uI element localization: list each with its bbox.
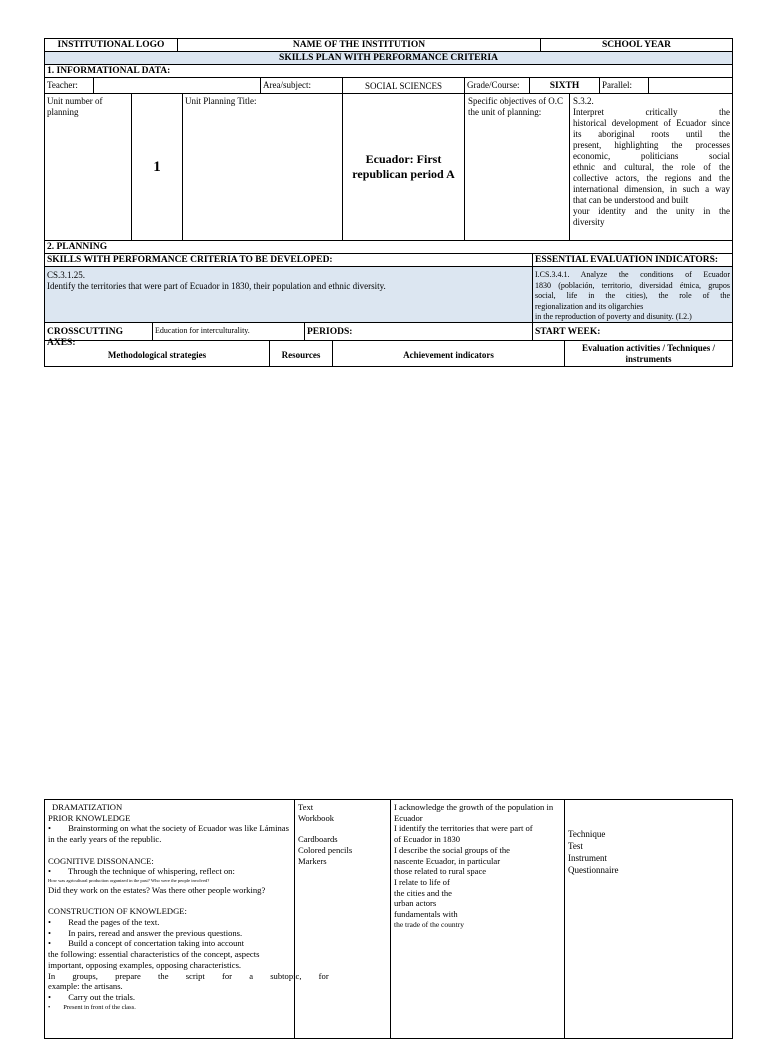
teacher-label: Teacher: bbox=[47, 80, 78, 90]
eval-indicator-line: regionalization and its oligarchies bbox=[535, 301, 644, 311]
objectives-value-cell bbox=[569, 93, 733, 241]
method-line: CONSTRUCTION OF KNOWLEDGE: bbox=[48, 906, 187, 917]
start-week-cell bbox=[532, 322, 733, 341]
resource-item: Cardboards bbox=[298, 834, 338, 845]
institutional-logo-label: INSTITUTIONAL LOGO bbox=[57, 40, 165, 50]
method-line: • Through the technique of whispering, reflect on: bbox=[48, 866, 235, 877]
objective-line: ethnic and cultural, the role of the bbox=[573, 162, 730, 172]
achievement-line: Ecuador bbox=[394, 812, 423, 823]
objective-line: collective actors, the regions and the bbox=[573, 173, 730, 183]
parallel-value-cell bbox=[648, 77, 733, 94]
resource-item: Workbook bbox=[298, 812, 335, 823]
periods-cell bbox=[304, 322, 533, 341]
achievement-line: I relate to life of bbox=[394, 876, 450, 887]
objective-line: economic, politicians social bbox=[573, 151, 730, 161]
achievement-header: Achievement indicators bbox=[403, 350, 494, 360]
parallel-label-cell bbox=[599, 77, 649, 94]
grade-value-cell bbox=[529, 77, 600, 94]
unit-title-label-cell bbox=[182, 93, 343, 241]
crosscutting-value-cell bbox=[152, 322, 305, 341]
achievement-line: I acknowledge the growth of the population in bbox=[394, 802, 554, 812]
crosscutting-label: CROSSCUTTING AXES: bbox=[47, 327, 124, 348]
achievement-line: of Ecuador in 1830 bbox=[394, 834, 461, 845]
unit-number-value: 1 bbox=[153, 158, 161, 175]
teacher-value-cell bbox=[93, 77, 261, 94]
objective-line: international dimension, in such a way bbox=[573, 184, 730, 194]
achievement-line: the cities and the bbox=[394, 887, 452, 898]
start-week-label: START WEEK: bbox=[535, 327, 601, 337]
objective-line: S.3.2. bbox=[573, 96, 594, 106]
school-year-cell bbox=[540, 38, 733, 52]
eval-indicator-line: in the reproduction of poverty and disunity. (I.2.) bbox=[535, 312, 692, 322]
skills-header: SKILLS WITH PERFORMANCE CRITERIA TO BE DEVELOPED: bbox=[47, 255, 333, 265]
method-line: • Carry out the trials. bbox=[48, 991, 136, 1002]
method-line: example: the artisans. bbox=[48, 981, 123, 992]
achievement-column-header bbox=[332, 340, 565, 367]
achievement-line: the trade of the country bbox=[394, 919, 464, 929]
evaluation-item: Test bbox=[568, 841, 583, 851]
grade-label: Grade/Course: bbox=[467, 80, 520, 90]
method-line: • Present in front of the class. bbox=[48, 1003, 136, 1011]
eval-header: ESSENTIAL EVALUATION INDICATORS: bbox=[535, 255, 719, 265]
periods-label: PERIODS: bbox=[307, 327, 353, 337]
method-line: important, opposing examples, opposing characteristics. bbox=[48, 959, 242, 970]
evaluation-column-header bbox=[564, 340, 733, 367]
skill-cell bbox=[44, 266, 533, 323]
method-line: In groups, prepare the script for a subtopic, for bbox=[48, 970, 329, 981]
plan-title-row bbox=[44, 51, 733, 65]
evaluation-item: Technique bbox=[568, 829, 606, 839]
method-line: the following: essential characteristics of the concept, aspects bbox=[48, 949, 260, 960]
objective-line: its aboriginal roots until the bbox=[573, 129, 730, 139]
area-label: Area/subject: bbox=[263, 80, 311, 90]
planning-heading: 2. PLANNING bbox=[47, 242, 108, 252]
resource-item: Markers bbox=[298, 855, 327, 866]
eval-indicator-line: 1830 (población, territorio, diversidad étnica, grupos bbox=[535, 280, 730, 290]
evaluation-header: Evaluation activities / Techniques / instruments bbox=[581, 342, 716, 364]
methods-header: Methodological strategies bbox=[107, 350, 207, 360]
unit-title-value: Ecuador: First republican period A bbox=[352, 152, 455, 181]
objective-line: diversity bbox=[573, 217, 605, 227]
skills-header-cell bbox=[44, 253, 533, 267]
area-value-cell bbox=[342, 77, 465, 94]
resources-header: Resources bbox=[281, 350, 321, 360]
method-line: • In pairs, reread and answer the previous questions. bbox=[48, 927, 243, 938]
resources-column-header bbox=[269, 340, 333, 367]
objectives-label: Specific objectives of O.C the unit of planning: bbox=[468, 96, 563, 117]
objective-line: historical development of Ecuador since bbox=[573, 118, 730, 128]
method-line: DRAMATIZATION bbox=[52, 802, 123, 812]
evaluation-cell bbox=[564, 799, 733, 1039]
resources-cell bbox=[294, 799, 391, 1039]
method-line: COGNITIVE DISSONANCE: bbox=[48, 855, 154, 866]
institution-cell bbox=[177, 38, 541, 52]
method-line bbox=[48, 845, 291, 856]
resource-item bbox=[298, 823, 387, 834]
objective-line: your identity and the unity in the bbox=[573, 206, 730, 216]
method-line bbox=[48, 896, 291, 907]
achievement-cell bbox=[390, 799, 565, 1039]
unit-title-value-cell bbox=[342, 93, 465, 241]
objective-line: present, highlighting the processes bbox=[573, 140, 730, 150]
eval-indicator-line: social, life in the cities), the role of the bbox=[535, 291, 730, 301]
achievement-line: fundamentals with bbox=[394, 909, 458, 920]
evaluation-item: Questionnaire bbox=[568, 865, 619, 875]
informational-data-heading: 1. INFORMATIONAL DATA: bbox=[47, 66, 171, 76]
grade-value: SIXTH bbox=[549, 81, 580, 91]
grade-label-cell bbox=[464, 77, 530, 94]
method-line: PRIOR KNOWLEDGE bbox=[48, 812, 131, 823]
area-value: SOCIAL SCIENCES bbox=[365, 81, 442, 91]
skill-text: Identify the territories that were part of Ecuador in 1830, their population and ethnic diversity. bbox=[47, 281, 386, 291]
school-year-label: SCHOOL YEAR bbox=[601, 40, 672, 50]
crosscutting-label-cell bbox=[44, 322, 153, 348]
informational-data-row bbox=[44, 64, 733, 78]
skill-code: CS.3.1.25. bbox=[47, 270, 86, 280]
plan-title: SKILLS PLAN WITH PERFORMANCE CRITERIA bbox=[279, 53, 498, 63]
resource-item: Colored pencils bbox=[298, 844, 353, 855]
unit-number-value-cell bbox=[131, 93, 183, 241]
unit-number-label-cell bbox=[44, 93, 132, 241]
resource-item: Text bbox=[298, 802, 314, 812]
method-line: • Read the pages of the text. bbox=[48, 917, 160, 928]
achievement-line: I describe the social groups of the bbox=[394, 844, 510, 855]
planning-row bbox=[44, 240, 733, 254]
teacher-label-cell bbox=[44, 77, 94, 94]
method-line: How was agricultural production organized in the past? Who were the people involved? bbox=[48, 877, 210, 883]
achievement-line: those related to rural space bbox=[394, 866, 487, 877]
methods-column-header bbox=[44, 340, 270, 367]
crosscutting-value: Education for interculturality. bbox=[155, 326, 250, 335]
method-line: Did they work on the estates? Was there other people working? bbox=[48, 884, 266, 895]
parallel-label: Parallel: bbox=[602, 80, 632, 90]
eval-header-cell bbox=[532, 253, 733, 267]
objective-line: that can be understood and built bbox=[573, 195, 689, 205]
evaluation-item: Instrument bbox=[568, 853, 607, 863]
logo-cell bbox=[44, 38, 178, 52]
method-line: • Build a concept of concertation taking into account bbox=[48, 938, 245, 949]
unit-title-label: Unit Planning Title: bbox=[185, 96, 257, 106]
method-line: in the early years of the republic. bbox=[48, 834, 162, 845]
institution-name-label: NAME OF THE INSTITUTION bbox=[292, 40, 426, 50]
objective-line: Interpret critically the bbox=[573, 107, 730, 117]
eval-indicators-cell bbox=[532, 266, 733, 323]
achievement-line: I identify the territories that were part of bbox=[394, 823, 533, 834]
unit-number-label: Unit number of planning bbox=[47, 96, 103, 117]
achievement-line: nascente Ecuador, in particular bbox=[394, 855, 501, 866]
area-label-cell bbox=[260, 77, 343, 94]
eval-indicator-line: I.CS.3.4.1. Analyze the conditions of Ecuador bbox=[535, 270, 730, 279]
method-line: • Brainstorming on what the society of Ecuador was like Láminas bbox=[48, 823, 289, 834]
objectives-label-cell bbox=[464, 93, 570, 241]
achievement-line: urban actors bbox=[394, 898, 437, 909]
